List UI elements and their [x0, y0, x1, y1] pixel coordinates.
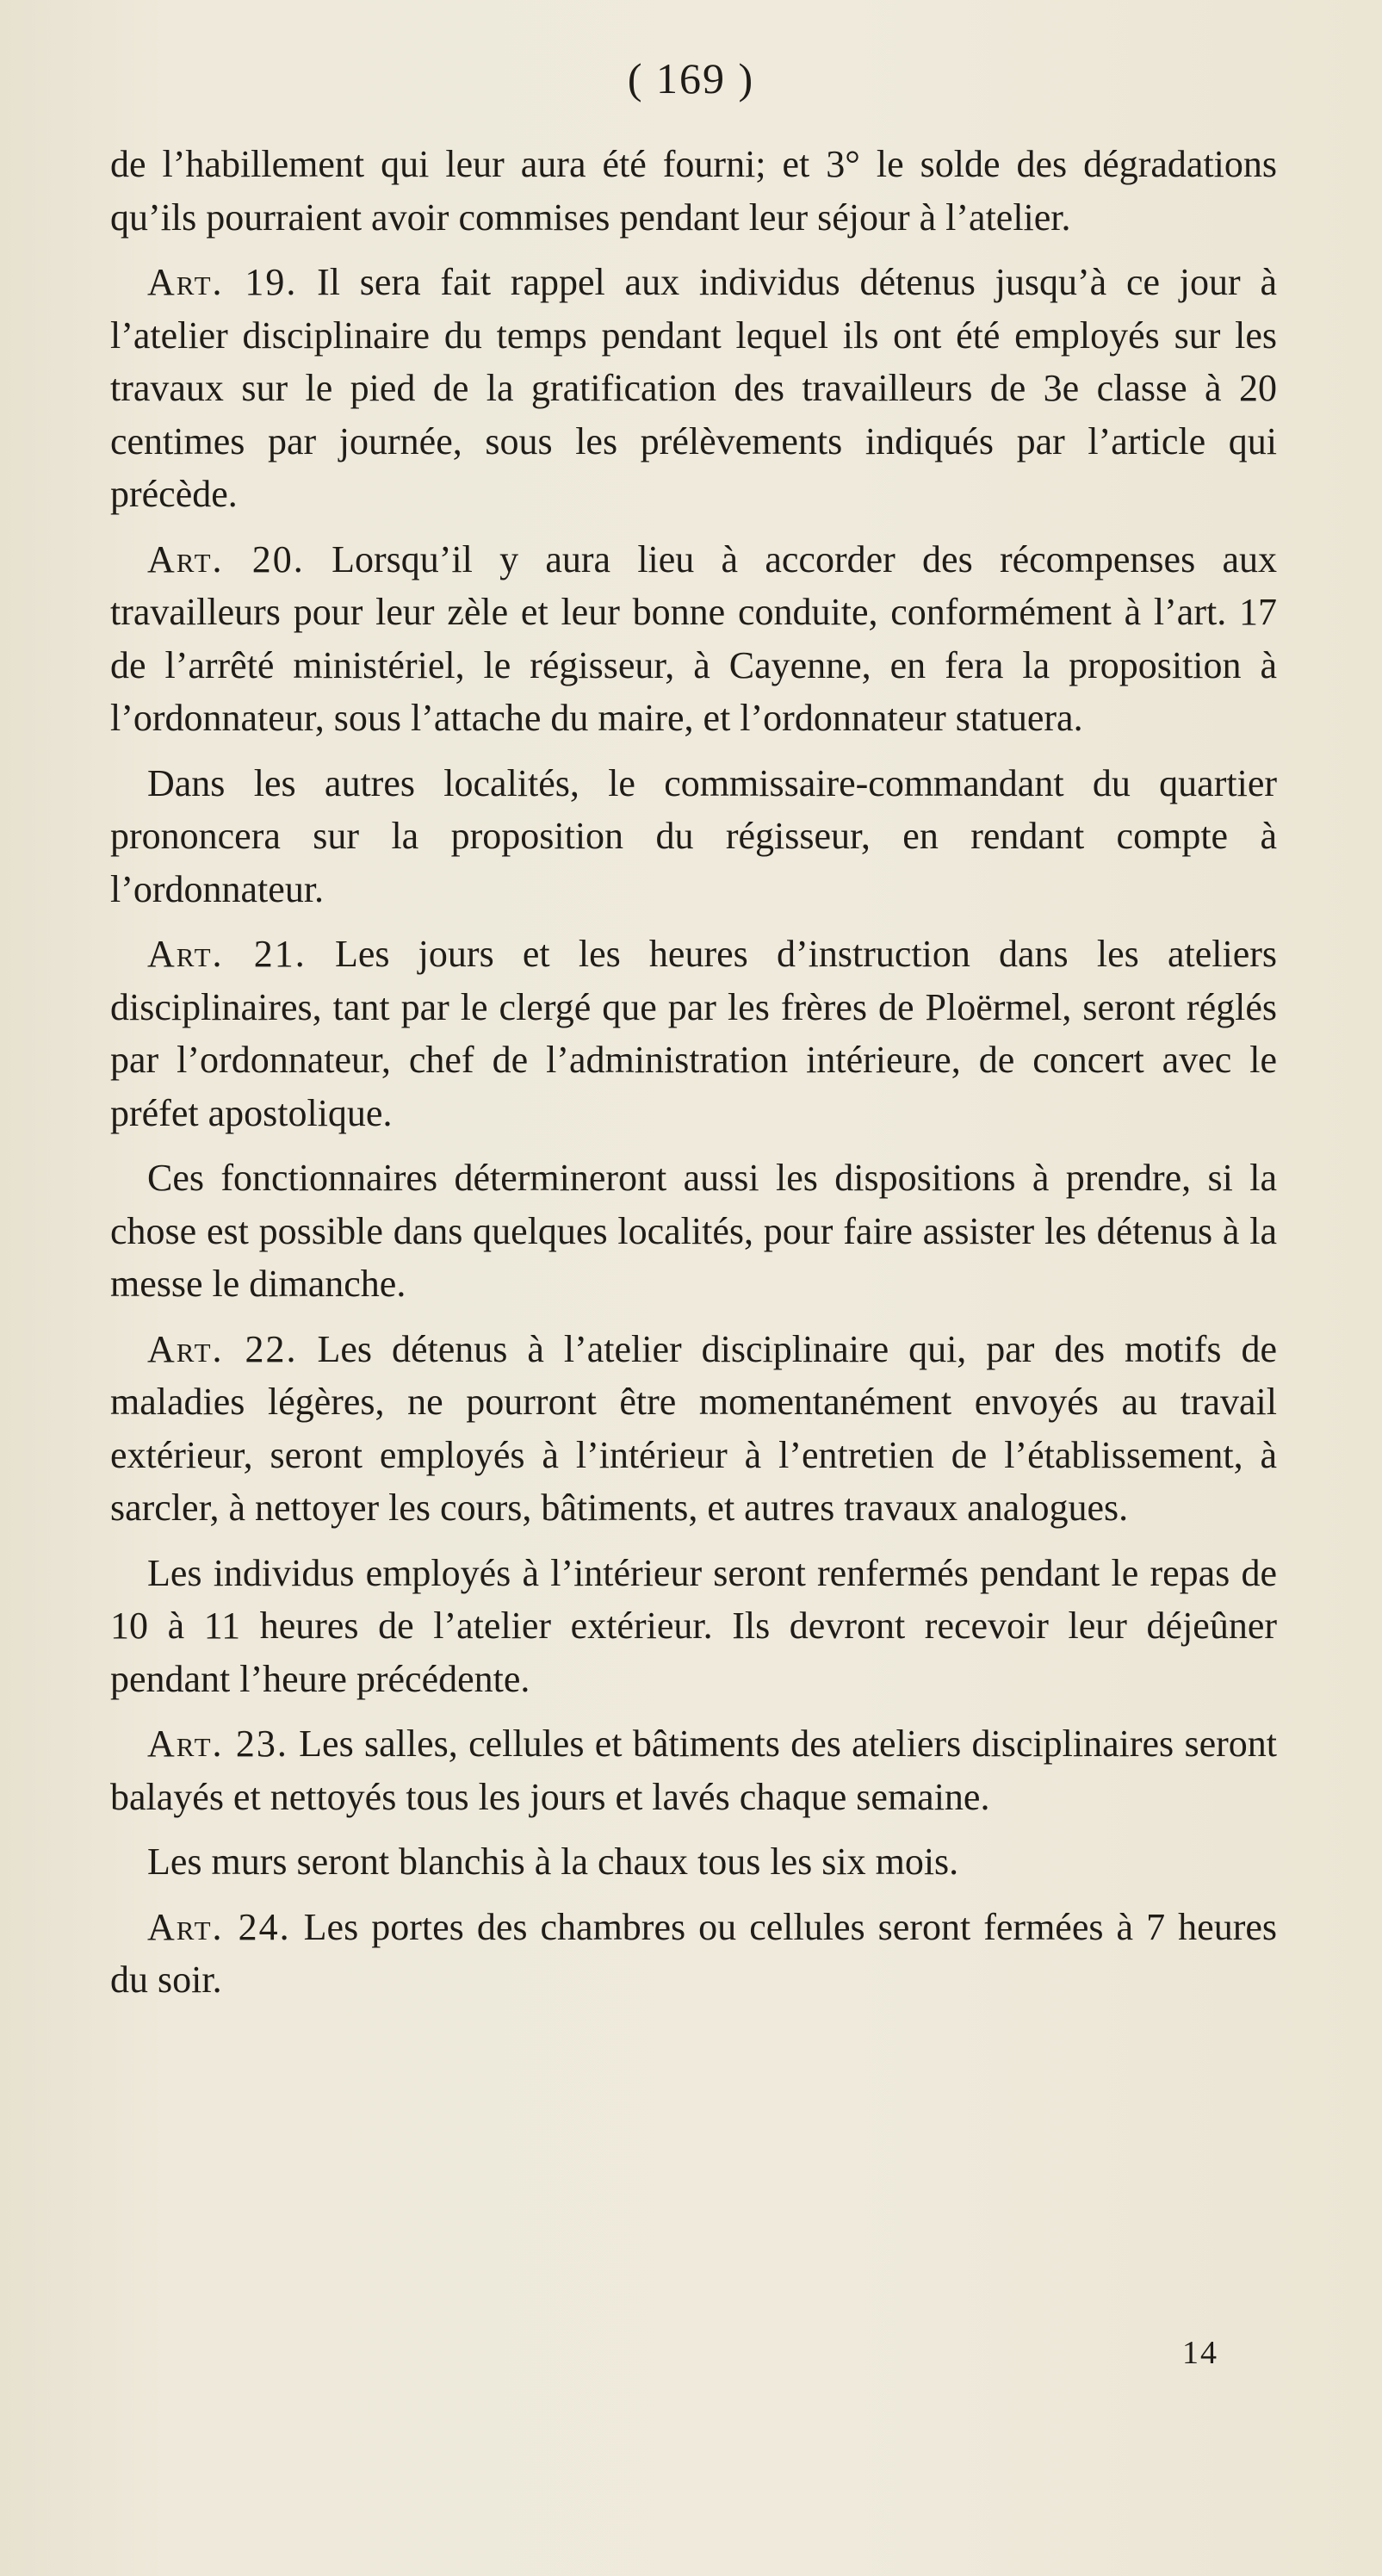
article-label: Art. 19.: [147, 261, 298, 303]
article-label: Art. 24.: [147, 1905, 291, 1948]
article-text: Lorsqu’il y aura lieu à accorder des récompenses aux travailleurs pour leur zèle et leur bonne conduite, conformément à l’art. 17 de l’arrêté ministériel, le régisseur, à Cayenne, en fera la proposition à l’ordonnateur, sous l’attache du maire, et l’ordonnateur statuera.: [110, 537, 1277, 739]
paragraph-functionaries: [110, 1151, 1277, 1311]
article-text: Les jours et les heures d’instruction dans les ateliers disciplinaires, tant par le clergé que par les frères de Ploërmel, seront réglés par l’ordonnateur, chef de l’administration intérieure, de concert avec le préfet apostolique.: [110, 933, 1278, 1134]
article-label: Art. 23.: [147, 1723, 288, 1765]
signature-mark: 14: [1182, 2335, 1218, 2371]
article-text: Les portes des chambres ou cellules seront fermées à 7 heures du soir.: [110, 1905, 1278, 2001]
article-22: [110, 1323, 1277, 1535]
paragraph-text: Les individus employés à l’intérieur seront renfermés pendant le repas de 10 à 11 heures de l’atelier extérieur. Ils devront recevoir leur déjeûner pendant l’heure précédente.: [110, 1551, 1277, 1700]
paragraph-interior-workers: [110, 1547, 1277, 1706]
body-text: [110, 138, 1277, 2019]
article-label: Art. 22.: [147, 1327, 298, 1370]
paragraph-text: de l’habillement qui leur aura été fourni; et 3° le solde des dégradations qu’ils pourraient avoir commises pendant leur séjour à l’atelier.: [110, 143, 1277, 239]
article-text: Les détenus à l’atelier disciplinaire qui, par des motifs de maladies légères, ne pourront être momentanément envoyés au travail extérieur, seront employés à l’intérieur à l’entretien de l’établissement, à sarcler, à nettoyer les cours, bâtiments, et autres travaux analogues.: [110, 1327, 1278, 1529]
paragraph-other-localities: [110, 757, 1277, 916]
paragraph-continuation: [110, 138, 1277, 244]
paragraph-text: Les murs seront blanchis à la chaux tous les six mois.: [147, 1840, 959, 1883]
article-label: Art. 20.: [147, 537, 305, 580]
article-19: [110, 256, 1277, 521]
article-24: [110, 1901, 1277, 2007]
article-21: [110, 928, 1277, 1139]
paragraph-text: Ces fonctionnaires détermineront aussi les dispositions à prendre, si la chose est possible dans quelques localités, pour faire assister les détenus à la messe le dimanche.: [110, 1157, 1277, 1305]
article-20: [110, 533, 1277, 745]
paragraph-walls: [110, 1835, 1277, 1889]
article-23: [110, 1717, 1277, 1823]
article-label: Art. 21.: [147, 933, 307, 975]
page-number: ( 169 ): [627, 54, 755, 102]
paragraph-text: Dans les autres localités, le commissaire-commandant du quartier prononcera sur la proposition du régisseur, en rendant compte à l’ordonnateur.: [110, 761, 1277, 910]
article-text: Il sera fait rappel aux individus détenus jusqu’à ce jour à l’atelier disciplinaire du temps pendant lequel ils ont été employés sur les travaux sur le pied de la gratification des travailleurs de 3e classe à 20 centimes par journée, sous les prélèvements indiqués par l’article qui précède.: [110, 261, 1278, 515]
article-text: Les salles, cellules et bâtiments des ateliers disciplinaires seront balayés et nettoyés tous les jours et lavés chaque semaine.: [110, 1723, 1277, 1818]
